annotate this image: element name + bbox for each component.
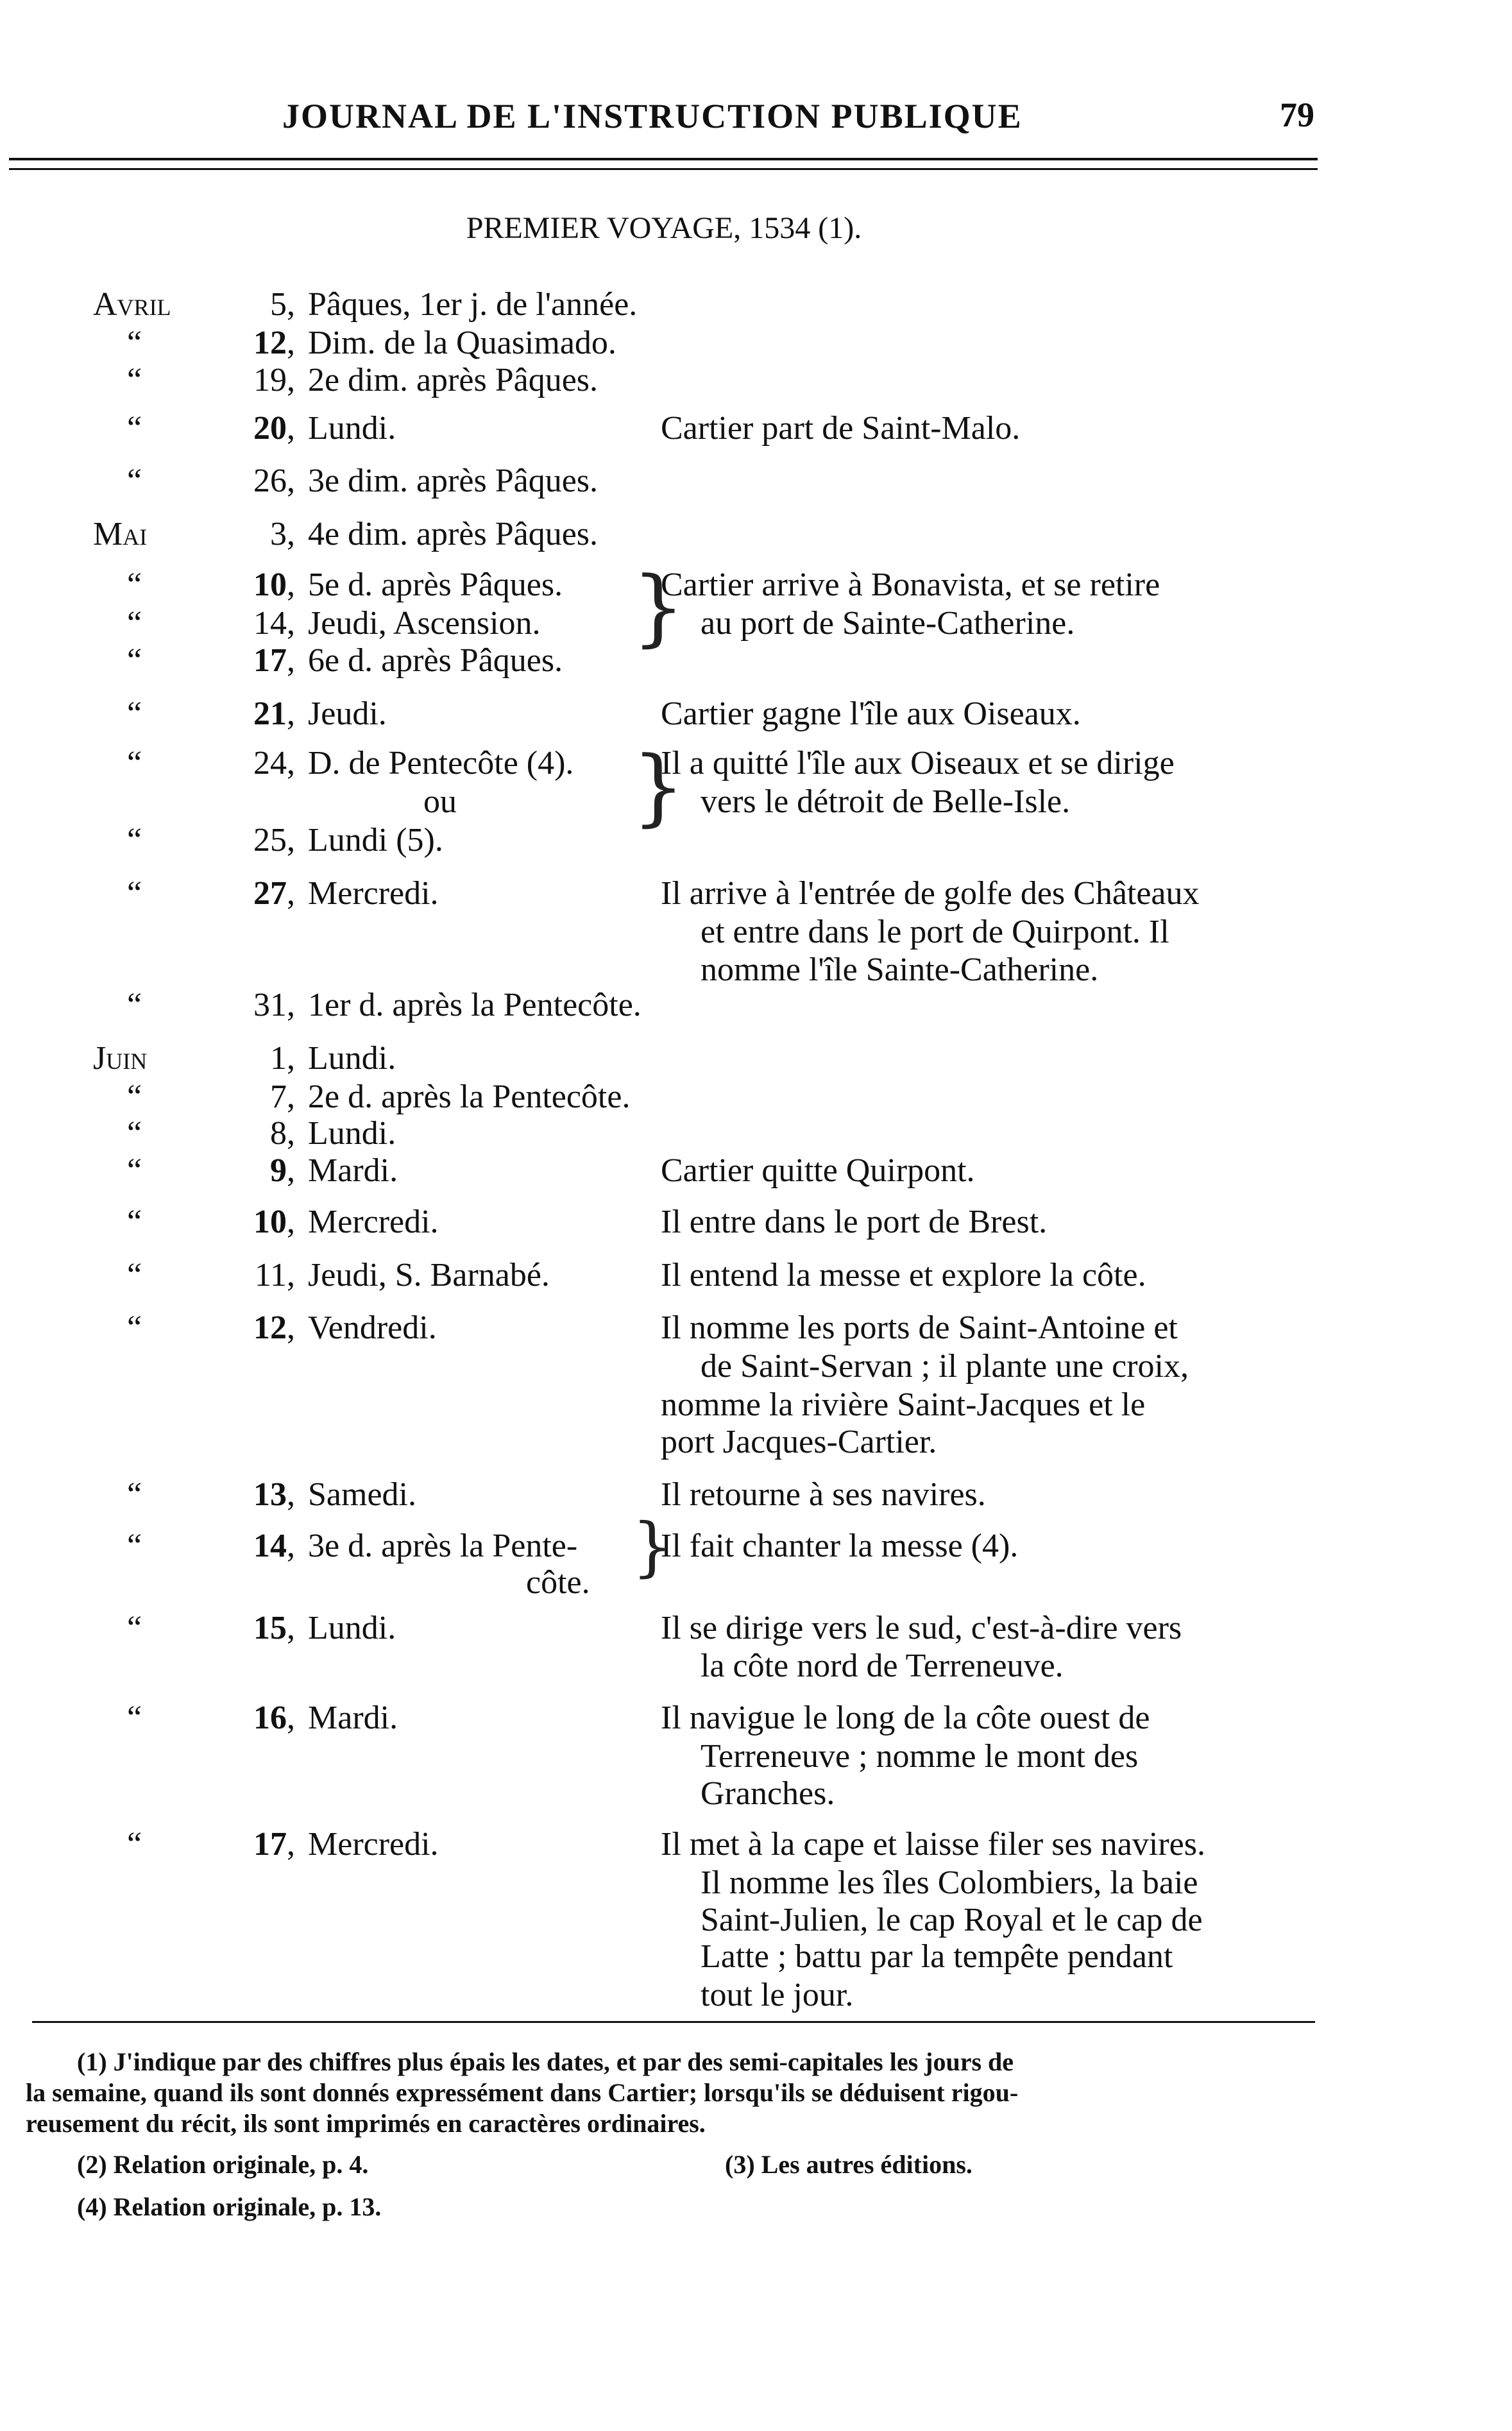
day-description: D. de Pentecôte (4). xyxy=(308,745,574,781)
event-text: Terreneuve ; nomme le mont des xyxy=(701,1738,1139,1775)
section-title: PREMIER VOYAGE, 1534 (1). xyxy=(466,211,862,245)
day-description: 2e d. après la Pentecôte. xyxy=(308,1079,631,1115)
event-text: Il a quitté l'île aux Oiseaux et se dirige xyxy=(661,745,1175,781)
event-text: Il nomme les ports de Saint-Antoine et xyxy=(661,1309,1178,1346)
day-number: 17, xyxy=(253,1826,295,1863)
ditto-mark: “ xyxy=(127,695,142,732)
event-text: au port de Sainte-Catherine. xyxy=(701,605,1075,642)
page-number: 79 xyxy=(1280,96,1314,134)
event-text: vers le détroit de Belle-Isle. xyxy=(701,783,1071,820)
ditto-mark: “ xyxy=(127,605,142,642)
day-number: 8, xyxy=(270,1115,295,1152)
day-description: Lundi. xyxy=(308,1610,396,1646)
day-description: Mercredi. xyxy=(308,1826,439,1863)
day-number: 14, xyxy=(253,605,295,642)
ditto-mark: “ xyxy=(127,875,142,912)
event-text: Il met à la cape et laisse filer ses navires. xyxy=(661,1826,1205,1863)
event-text: nomme l'île Sainte-Catherine. xyxy=(701,951,1099,988)
day-description: Vendredi. xyxy=(308,1309,437,1346)
day-number: 15, xyxy=(253,1610,295,1646)
ditto-mark: “ xyxy=(127,567,142,603)
ditto-mark: “ xyxy=(127,1115,142,1152)
day-number: 17, xyxy=(253,642,295,679)
running-header: JOURNAL DE L'INSTRUCTION PUBLIQUE xyxy=(282,97,1023,135)
header-rule xyxy=(9,158,1318,160)
event-text: port Jacques-Cartier. xyxy=(661,1424,937,1460)
event-text: Cartier part de Saint-Malo. xyxy=(661,410,1021,447)
ditto-mark: “ xyxy=(127,1826,142,1863)
brace-mai-24-25: } xyxy=(632,738,685,835)
event-text: Saint-Julien, le cap Royal et le cap de xyxy=(701,1902,1203,1938)
ditto-mark: “ xyxy=(127,642,142,679)
day-description: Lundi. xyxy=(308,1115,396,1152)
ditto-mark: “ xyxy=(127,410,142,447)
ditto-mark: “ xyxy=(127,822,142,858)
event-text: et entre dans le port de Quirpont. Il xyxy=(701,914,1169,950)
day-description: 6e d. après Pâques. xyxy=(308,642,563,679)
footnote-1-line-1: (1) J'indique par des chiffres plus épais les dates, et par des semi-capitales les jours de xyxy=(77,2047,1014,2076)
day-number: 31, xyxy=(253,987,295,1023)
day-number: 10, xyxy=(253,1204,295,1240)
day-description: 3e d. après la Pente- xyxy=(308,1528,578,1564)
event-text: Cartier quitte Quirpont. xyxy=(661,1152,975,1189)
event-text: Il retourne à ses navires. xyxy=(661,1476,986,1513)
day-description: Samedi. xyxy=(308,1476,416,1513)
day-description: ou xyxy=(423,783,457,820)
day-description: Dim. de la Quasimado. xyxy=(308,325,616,361)
day-description: Jeudi. xyxy=(308,695,387,732)
event-text: Cartier gagne l'île aux Oiseaux. xyxy=(661,695,1081,732)
event-text: Il navigue le long de la côte ouest de xyxy=(661,1700,1150,1736)
event-text: de Saint-Servan ; il plante une croix, xyxy=(701,1348,1189,1385)
ditto-mark: “ xyxy=(127,1528,142,1564)
event-text: Il se dirige vers le sud, c'est-à-dire vers xyxy=(661,1610,1182,1646)
day-description: 5e d. après Pâques. xyxy=(308,567,563,603)
day-number: 7, xyxy=(270,1079,295,1115)
event-text: Il nomme les îles Colombiers, la baie xyxy=(701,1864,1198,1901)
day-number: 3, xyxy=(270,516,295,552)
day-number: 11, xyxy=(254,1257,295,1293)
day-description: Mardi. xyxy=(308,1152,398,1189)
day-number: 19, xyxy=(253,362,295,398)
day-description: 3e dim. après Pâques. xyxy=(308,463,599,499)
day-description: Lundi. xyxy=(308,410,396,447)
day-description: 4e dim. après Pâques. xyxy=(308,516,599,552)
day-number: 20, xyxy=(253,410,295,447)
brace-juin-14: } xyxy=(632,1509,673,1584)
day-number: 16, xyxy=(253,1700,295,1736)
brace-mai-10-17: } xyxy=(632,558,685,656)
footnote-3: (3) Les autres éditions. xyxy=(725,2150,973,2179)
month-label: Avril xyxy=(93,286,171,323)
footnote-4: (4) Relation originale, p. 13. xyxy=(77,2192,382,2221)
event-text: la côte nord de Terreneuve. xyxy=(701,1648,1064,1684)
day-number: 5, xyxy=(270,286,295,323)
day-number: 25, xyxy=(253,822,295,858)
event-text: Latte ; battu par la tempête pendant xyxy=(701,1938,1173,1975)
footnote-1-line-2: la semaine, quand ils sont donnés expressément dans Cartier; lorsqu'ils se déduisent rigou- xyxy=(26,2078,1019,2107)
month-label: Mai xyxy=(93,516,148,552)
day-number: 21, xyxy=(253,695,295,732)
footnote-2: (2) Relation originale, p. 4. xyxy=(77,2150,369,2179)
ditto-mark: “ xyxy=(127,325,142,361)
ditto-mark: “ xyxy=(127,1610,142,1646)
day-description: Lundi. xyxy=(308,1040,396,1077)
header-rule-thin xyxy=(9,168,1318,170)
ditto-mark: “ xyxy=(127,745,142,781)
day-number: 13, xyxy=(253,1476,295,1513)
day-description: Jeudi, S. Barnabé. xyxy=(308,1257,550,1293)
event-text: Granches. xyxy=(701,1775,835,1812)
event-text: Il fait chanter la messe (4). xyxy=(661,1528,1019,1564)
ditto-mark: “ xyxy=(127,1257,142,1293)
day-description: Pâques, 1er j. de l'année. xyxy=(308,286,638,323)
day-description: 1er d. après la Pentecôte. xyxy=(308,987,641,1023)
day-description: 2e dim. après Pâques. xyxy=(308,362,599,398)
day-description: Mercredi. xyxy=(308,1204,439,1240)
day-description: Mardi. xyxy=(308,1700,398,1736)
event-text: Il arrive à l'entrée de golfe des Châteaux xyxy=(661,875,1200,912)
day-number: 27, xyxy=(253,875,295,912)
ditto-mark: “ xyxy=(127,987,142,1023)
day-number: 12, xyxy=(253,325,295,361)
day-description: Lundi (5). xyxy=(308,822,443,858)
ditto-mark: “ xyxy=(127,1204,142,1240)
event-text: nomme la rivière Saint-Jacques et le xyxy=(661,1386,1146,1423)
day-number: 12, xyxy=(253,1309,295,1346)
event-text: Il entre dans le port de Brest. xyxy=(661,1204,1048,1240)
footnote-1-line-3: reusement du récit, ils sont imprimés en caractères ordinaires. xyxy=(26,2109,706,2138)
ditto-mark: “ xyxy=(127,362,142,398)
day-number: 10, xyxy=(253,567,295,603)
day-description: Jeudi, Ascension. xyxy=(308,605,541,642)
event-text: Il entend la messe et explore la côte. xyxy=(661,1257,1146,1293)
day-number: 24, xyxy=(253,745,295,781)
event-text: Cartier arrive à Bonavista, et se retire xyxy=(661,567,1160,603)
month-label: Juin xyxy=(93,1040,148,1077)
ditto-mark: “ xyxy=(127,1152,142,1189)
ditto-mark: “ xyxy=(127,1476,142,1513)
ditto-mark: “ xyxy=(127,463,142,499)
day-number: 9, xyxy=(270,1152,295,1189)
day-number: 14, xyxy=(253,1528,295,1564)
footnote-rule xyxy=(32,2021,1315,2023)
ditto-mark: “ xyxy=(127,1079,142,1115)
day-description: côte. xyxy=(526,1564,590,1601)
ditto-mark: “ xyxy=(127,1309,142,1346)
day-number: 1, xyxy=(270,1040,295,1077)
ditto-mark: “ xyxy=(127,1700,142,1736)
day-description: Mercredi. xyxy=(308,875,439,912)
day-number: 26, xyxy=(253,463,295,499)
event-text: tout le jour. xyxy=(701,1977,854,2013)
